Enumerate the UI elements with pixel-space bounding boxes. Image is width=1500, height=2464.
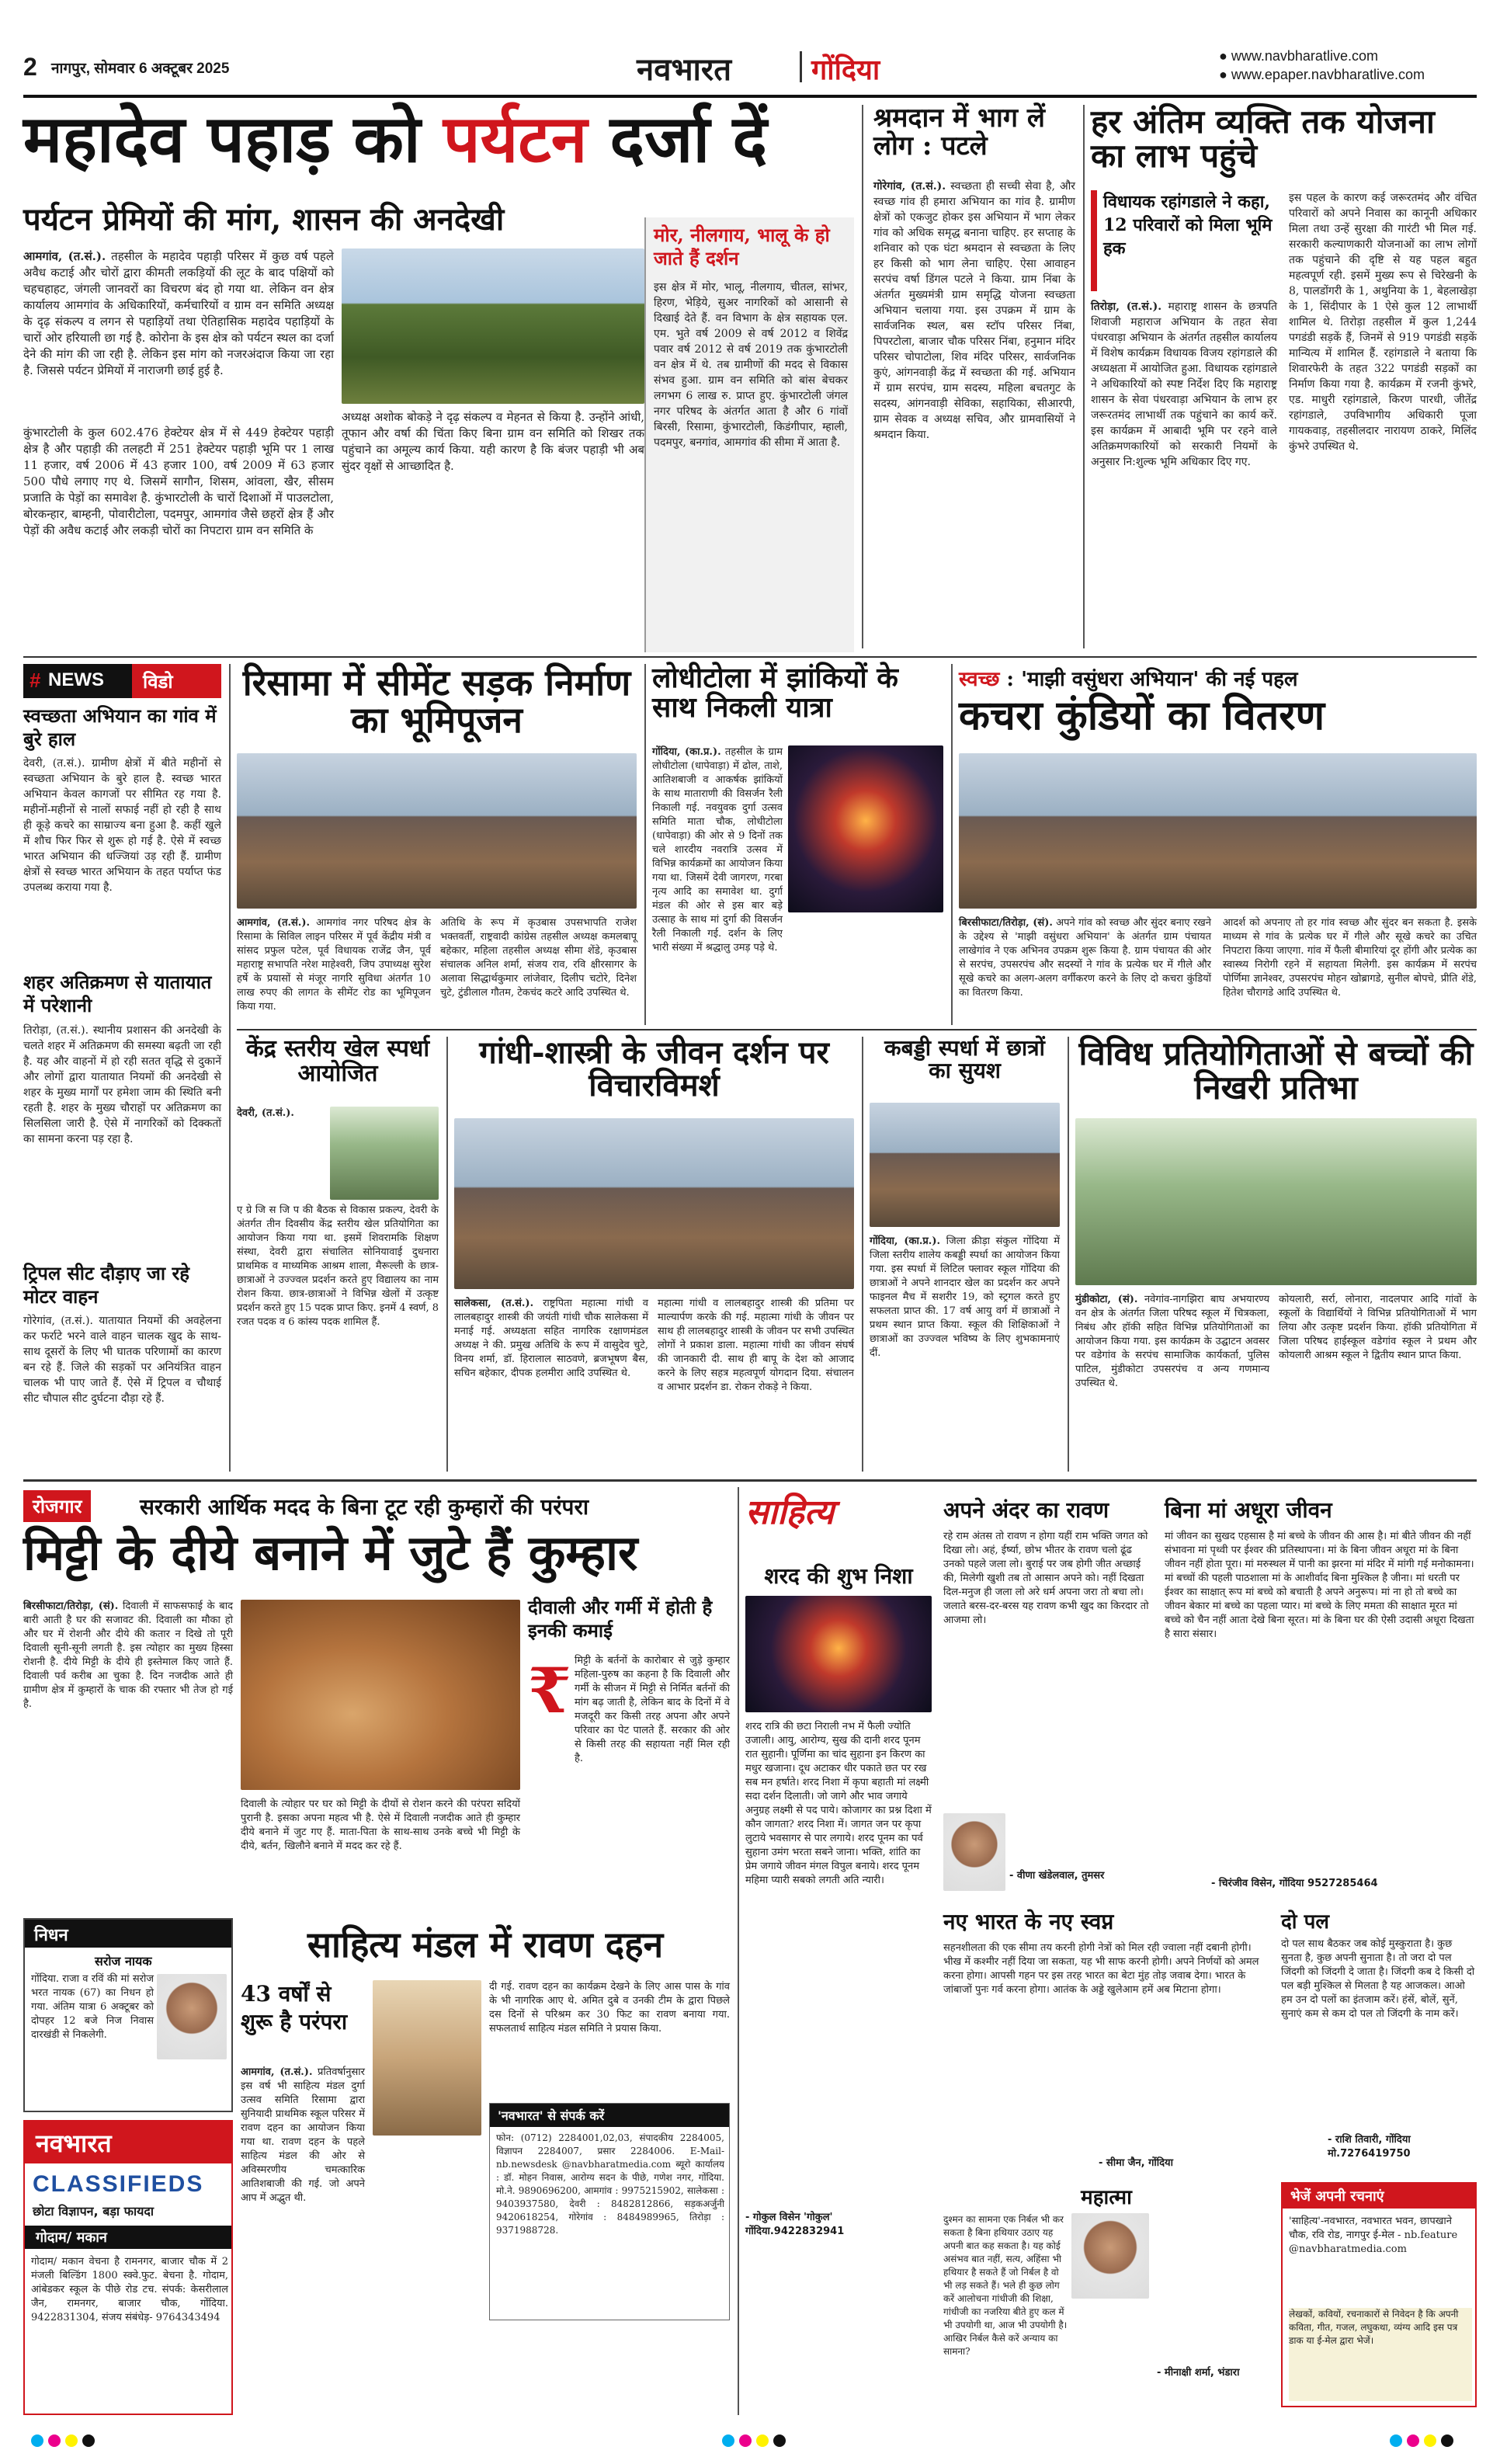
website-link[interactable]: ● www.navbharatlive.com <box>1219 48 1378 64</box>
sahitya-mandal-story <box>241 1926 730 2415</box>
shramdan-story <box>873 105 1075 648</box>
lead-body-3: अध्यक्ष अशोक बोकड़े ने दृढ़ संकल्प व मेहनत से किया है. उन्होंने आंधी, तूफान और वर्षा की चिंता किए बिना ग्राम वन समिति को शिखर तक पहुंचाने का अमूल्य कार्य किया. यही कारण है कि बंजर पहाड़ी भी अब सुंदर वृक्षों से आच्छादित है. <box>342 410 644 473</box>
swachh-story <box>959 664 1477 1025</box>
khel-body: ए ग्रे जि स जि प की बैठक से विकास प्रकल्प, देवरी के अंतर्गत तीन दिवसीय केंद्र स्तरीय खेल प्रतियोगिता का आयोजन किया गया था. इसमें शिवरामकि शिक्षण संस्था, देवरी द्वारा संचालित सोनियावाई दुधनारा प्राथमिक व माध्यमिक आश्रम शाला, मैरूल्ली के छात्र-छात्राओं ने उज्ज्वल प्रदर्शन करते हुए विद्यालय का नाम रोशन किया. छात्र-छात्राओं ने विभिन्न खेलों में उत्कृष्ट प्रदर्शन करते हुए 15 पदक प्राप्त किए. इनमें 4 स्वर्ण, 8 रजत पदक व 6 कांस्य पदक शामिल हैं. <box>237 1204 439 1328</box>
bina-title: बिना मां अधूरा जीवन <box>1165 1497 1332 1523</box>
registration-marks-left <box>31 2434 95 2447</box>
khel-headline: केंद्र स्तरीय खेल स्पर्धा आयोजित <box>245 1035 430 1087</box>
yojana-body-2: इस पहल के कारण कई जरूरतमंद और वंचित परिवारों को अपने निवास का कानूनी अधिकार मिला तथा उन्हें सुरक्षा की गारंटी भी मिल गई. सरकारी कल्याणकारी योजनाओं का लाभ लोगों तक पहुंचाने की दृष्टि से यह पहल बहुत महत्वपूर्ण रही. इसमें मुख्य रूप से चिरेखनी के 8, पालडोंगरी के 1, अथुनिया के 1, बेहलाखेड़ा के 1, सिंदीपार के 1 ऐसे कुल 12 लाभार्थी शामिल थे. तिरोड़ा तहसील में कुल 1,244 पगडंडी सड़कें हैं, जिनमें से 919 पगडंडी सड़कें मान्यित्य में शामिल हैं. रहांगडाले ने बताया कि शिवारफेरी के तहत 322 पगडंडी सड़कों का निर्माण किया गया है. कार्यक्रम में रजनी कुंभरे, एड. माधुरी रहांगडाले, किरण पारधी, जीतेंद्र रहांगडाले, उपविभागीय अधिकारी पूजा गायकवाड़, तहसीलदार नारायण ठाकरे, मिलिंद कुंभरे उपस्थित थे. <box>1289 192 1477 453</box>
masthead <box>23 47 1477 93</box>
cement-headline: रिसामा में सीमेंट सड़क निर्माण का भूमिपूजन <box>242 662 631 742</box>
ravan-poet: - वीणा खंडेलवाल, तुमसर <box>1009 1870 1105 1882</box>
vividh-photo <box>1075 1118 1477 1285</box>
masthead-rule <box>23 95 1477 98</box>
mahatma-poet: - मीनाक्षी शर्मा, भंडारा <box>1157 2367 1240 2379</box>
ravan-poem: रहे राम अंतस तो रावण न होगा यहीं राम भक्ति जगत को दिखा लो। अहं, ईर्ष्या, छोभ भीतर के रावण चलो ढूंढ उनको पहले जला लो। बुराई पर जब होगी जीत अच्छाई की, मिलेगी खुशी तब तो आसान अपने को। नहीं दिखता दिल-मनुज ही जला लो अरे धर्म अपना जरा तो बचा लो। जलाते बरस-दर-बरस यह रावण कभी खुद का किरदार तो आजमा लो। <box>943 1531 1149 1626</box>
swachh-body: बिरसीफाटा/तिरोड़ा, (सं). अपने गांव को स्वच्छ और सुंदर बनाए रखने के उद्देश्य से 'माझी वसुंधरा अभियान' के अंतर्गत ग्राम पंचायत लाखेगांव ने एक अभिनव उपक्रम शुरू किया है. ग्राम पंचायत की ओर से सरपंच, उपसरपंच और सदस्यों ने गांव के प्रत्येक घर में गीले और सूखे कचरे का अलग-अलग वर्गीकरण करने के लिए दो कचरा कुंडियों का वितरण किया. <box>959 917 1211 999</box>
section-rule <box>23 1479 1477 1482</box>
swapn-poem: सहनशीलता की एक सीमा तय करनी होगी नेत्रों को मिल रही ज्वाला नहीं दबानी होगी। भीख में कश्मीर नहीं दिया जा सकता, यह भी साफ करनी होगी। अपने निर्णयों को अमल करना होगा। आपसी गहन पर इस तरह भारत का बेटा मुंह तोड़ जवाब देगा। भारत के जांबाजों पुनः गर्व करना होगा। आतंक के अड्डे खुलेआम हमें अब मिटाना होगा। <box>943 1942 1259 1996</box>
mahatma-title: महात्मा <box>1081 2186 1132 2209</box>
gandhi-body: सालेकसा, (त.सं.). राष्ट्रपिता महात्मा गांधी व लालबहादुर शास्त्री की जयंती गांधी चौक सालेकसा में मनाई गई. अध्यक्षता सहित नागरिक रक्षाणमंडल अध्यक्ष ने की. प्रमुख अतिथि के रूप में वासुदेव चुटे, विनय शर्मा, डॉ. हिरालाल साठवणे, ब्रजभूषण बैस, सचिन बहेकार, दीपक हलमीरा आदि उपस्थित थे. <box>454 1298 648 1379</box>
place-date: नागपुर, सोमवार 6 अक्टूबर 2025 <box>51 61 230 77</box>
vividh-story <box>1075 1034 1477 1472</box>
epaper-link[interactable]: ● www.epaper.navbharatlive.com <box>1219 67 1425 82</box>
rozgar-subhead: दीवाली और गर्मी में होती है इनकी कमाई <box>528 1596 713 1642</box>
classifieds-body: गोदाम/ मकान वेचना है रामनगर, बाजार चौक में 2 मंजली बिल्डिंग 1800 स्क्वे.फुट. बेचना है. गोदाम, आंबेडकर स्कूल के पीछे रोड टच. संपर्क: केसरीलाल जैन, रामनगर, बाजार चौक, गोंदिया. 9422831304, संजय संबंधेड़- 9764343494 <box>31 2256 228 2323</box>
rozgar-headline: मिट्टी के दीये बनाने में जुटे हैं कुम्हार <box>23 1524 638 1581</box>
ravan-title: अपने अंदर का रावण <box>943 1497 1109 1523</box>
vividh-headline: विविध प्रतियोगिताओं से बच्चों की निखरी प्रतिभा <box>1078 1034 1474 1107</box>
cement-photo <box>237 753 637 909</box>
classifieds-title: CLASSIFIEDS <box>33 2171 204 2197</box>
news-label: NEWS <box>48 669 104 690</box>
swachh-photo <box>959 753 1477 909</box>
lodhi-headline: लोधीटोला में झांकियों के साथ निकली यात्रा <box>652 662 898 724</box>
rozgar-body-2: मिट्टी के बर्तनों के कारोबार से जुड़े कुम्हार महिला-पुरुष का कहना है कि दिवाली और गर्मी के सीजन में मिट्टी से निर्मित बर्तनों की मांग बढ़ जाती है, लेकिन बाद के दिनों में वे मजदूरी कर किसी तरह अपना और अपने परिवार का पेट पालते हैं. सरकार की ओर से किसी तरह की सहायता नहीं मिल रही है. <box>575 1655 730 1764</box>
sharad-poet: - गोकुल विसेन 'गोकुल' गोंदिया.9422832941 <box>745 2212 845 2237</box>
column-rule <box>229 664 231 1472</box>
news-sublabel: विडो <box>132 664 221 698</box>
mandal-subhead: 43 वर्षों से शुरू है परंपरा <box>241 1981 348 2035</box>
lead-headline: महादेव पहाड़ को पर्यटन दर्जा दें <box>23 100 768 177</box>
brand-logo: नवभारत <box>637 52 732 88</box>
swapn-poet: - सीमा जैन, गोंदिया <box>1099 2157 1173 2169</box>
column-rule <box>862 105 863 648</box>
classifieds-brand: नवभारत <box>25 2122 231 2163</box>
rozgar-body: बिरसीफाटा/तिरोड़ा, (सं). दिवाली में साफसफाई के बाद बारी आती है घर की सजावट की. दिवाली का मौका हो और घर में रोशनी और दीये की कतार न दिखे तो पूरी दिवाली सूनी-सूनी लगती है. इस त्योहार का मुख्य हिस्सा रोशनी है. दीये मिट्टी के दीये ही इस्तेमाल किए जाते हैं. दिवाली पर्व करीब आ चुका है. दिन नजदीक आते ही ग्रामीण क्षेत्र में कुम्हारों के चाक की रफ्तार भी तेज हो गई है. <box>23 1600 233 1710</box>
yojana-quote: विधायक रहांगडाले ने कहा, 12 परिवारों को मिला भूमि हक <box>1103 192 1273 259</box>
bhejen-note: लेखकों, कवियों, रचनाकारों से निवेदन है कि अपनी कविता, गीत, गजल, लघुकथा, व्यंग्य आदि इस पत्र डाक या ई-मेल द्वारा भेजें। <box>1289 2308 1472 2401</box>
sahitya-logo: साहित्य <box>745 1493 835 1532</box>
potter-photo <box>241 1600 520 1790</box>
nidhan-body: गोंदिया. राजा व रविं की मां सरोज भरत नायक (67) का निधन हो गया. अंतिम यात्रा 6 अक्टूबर को दोपहर 12 बजे निज निवास दारखंडी से निकलेगी. <box>31 1973 154 2041</box>
bit-3-body: गोरेगांव, (त.सं.). यातायात नियमों की अवहेलना कर फर्राटे भरने वाले वाहन चालक खुद के साथ-साथ दूसरों के लिए भी घातक परिणामों का कारण बन रहे हैं. जिले की सड़कों पर अनियंत्रित वाहन चालक भी पाए जाते हैं. ऐसे में ट्रिपल व चौथाई सीट चौपाल सीट दुर्घटना दौड़ा रहे हैं. <box>23 1315 221 1405</box>
column-rule <box>1083 105 1085 648</box>
sahitya-section <box>745 1487 1477 2415</box>
bit-1-headline: स्वच्छता अभियान का गांव में बुरे हाल <box>23 704 217 750</box>
gandhi-photo <box>454 1118 854 1289</box>
ravan-photo <box>373 1980 481 2136</box>
lodhi-body: गोंदिया, (का.प्र.). तहसील के ग्राम लोधीटोला (धापेवाड़ा) में ढोल, ताशे, आतिशबाजी व आकर्षक झांकियों के साथ माताराणी की विसर्जन रैली निकाली गई. नवयुवक दुर्गा उत्सव समिति माता चौक, लोधीटोला (धापेवाड़ा) की ओर से 9 दिनों तक चले शारदीय नवरात्रि उत्सव में विभिन्न कार्यक्रमों का आयोजन किया गया था. जिसमें देवी जागरण, गरबा नृत्य आदि का समावेश था. दुर्गा मंडल की ओर से इस बार बड़े उत्साह के साथ मां दुर्गा की विसर्जन रैली निकाली गई. दर्शन के लिए भारी संख्या में श्रद्धालु उमड़ पड़े थे. <box>652 746 783 954</box>
mandal-body-2: दी गई. रावण दहन का कार्यक्रम देखने के लिए आस पास के गांव के भी नागरिक आए थे. अमित दुबे व उनकी टीम के द्वारा पिछले दस दिनों से परिश्रम कर 30 फिट का रावण बनाया गया. सफलतार्थ साहित्य मंडल समिति ने प्रयास किया. <box>489 1981 730 2035</box>
cement-body: आमगांव, (त.सं.). आमगांव नगर परिषद क्षेत्र के रिसामा के सिविल लाइन परिसर में पूर्व केंद्रीय मंत्री व सांसद प्रफुल पटेल, पूर्व विधायक राजेंद्र जैन, पूर्व महाराष्ट्र सभापति नरेश माहेश्वरी, जिप उपाध्यक्ष सुरेश हर्षे के प्रयासों से मंजूर नागरि सुविधा अंतर्गत 10 लाख रुपए की लागत के सीमेंट रोड का भूमिपूजन किया गया. <box>237 917 431 1013</box>
bit-3-headline: ट्रिपल सीट दौड़ाए जा रहे मोटर वाहन <box>23 1262 190 1308</box>
nidhan-box <box>23 1918 233 2112</box>
rozgar-tag: रोजगार <box>23 1490 91 1522</box>
bhejen-body: 'साहित्य'-नवभारत, नवभारत भवन, छापखाने चौक, रवि रोड, नागपुर ई-मेल - nb.feature @navbharatmedia.com <box>1289 2216 1458 2255</box>
bhejen-box <box>1281 2182 1477 2407</box>
swachh-body-2: आदर्श को अपनाए तो हर गांव स्वच्छ और सुंदर बन सकता है. इसके माध्यम से गांव के प्रत्येक घर में गीले और सूखे कचरे का उचित निपटारा किया जाएगा. गांव में फैली बीमारियां दूर होंगी और प्रत्येक का स्वास्थ्य निरोगी रहने में सहायता मिलेगी. इस कार्यक्रम में सरपंच पोर्णिमा ज्ञानेश्वर, उपसरपंच मोहन खोब्रागडे, सुनील बोपचे, प्रीति शेंडे, हितेश चौरागडे आदि उपस्थित थे. <box>1223 917 1477 999</box>
bit-2-headline: शहर अतिक्रमण से यातायात में परेशानी <box>23 971 212 1017</box>
contact-title: 'नवभारत' से संपर्क करें <box>490 2104 729 2127</box>
vividh-body-2: कोयलारी, सर्रा, लोनारा, नादलपार आदि गांवों के स्कूलों के विद्यार्थियों ने विभिन्न प्रतियोगिताओं में भाग लिया और उत्कृष्ट प्रदर्शन किया. हॉकी प्रतियोगिता में जिला परिषद हाईस्कूल वडेगांव स्कूल ने प्रथम और कोयलारी आश्रम स्कूल ने द्वितीय स्थान प्राप्त किया. <box>1279 1294 1477 1361</box>
sharad-poem: शरद रात्रि की छटा निराली नभ में फैली ज्योति उजाली। आयु, आरोग्य, सुख की दानी शरद पूनम रात सुहानी। पूर्णिमा का चांद सुहाना इन किरण का मधुर खजाना। दूध अटाकर धीर पकाते छत पर रख सब मन हर्षाते। शरद निशा में कृपा बहाती मां लक्ष्मी सदा दर्शन दिलाती। जो जागे और भाव जगाये अनुग्रह लक्ष्मी से पद पाये। कोजागर का प्रश्न दिशा में कौन जागता? शरद निशा में। जागत जन पर कृपा लुटाये भवसागर से पार लगाये। शरद पूनम का पर्व सुहाना उमंग भरता सबने जाना। भक्ति, शांति का प्रेम जगाये जीवन मंगल विपुल बनाये। शरद पूनम महिमा प्यारी सबको लगती अति न्यारी। <box>745 1721 932 1886</box>
bhejen-title: भेजें अपनी रचनाएं <box>1283 2184 1475 2209</box>
rozgar-story <box>23 1487 730 1922</box>
lodhi-story <box>652 664 943 1025</box>
column-rule <box>1068 1037 1069 1472</box>
contact-box <box>489 2103 730 2320</box>
rozgar-body-3: दिवाली के त्योहार पर घर को मिट्टी के दीयों से रोशन करने की परंपरा सदियों पुरानी है. इसका अपना महत्व भी है. ऐसे में दिवाली नजदीक आते ही कुम्हार दीये बनाने में जुट गए हैं. माता-पिता के साथ-साथ उनके बच्चे भी मिट्टी के दीये, बर्तन, खिलौने बनाने में मदद कर रहे हैं. <box>241 1798 520 1852</box>
kabaddi-headline: कबड्डी स्पर्धा में छात्रों का सुयश <box>884 1035 1045 1084</box>
rupee-icon: ₹ <box>528 1654 571 1727</box>
bina-poet: - चिरंजीव विसेन, गोंदिया 9527285464 <box>1211 1878 1378 1889</box>
kabaddi-story <box>870 1037 1060 1472</box>
news-label-bar: # NEWS विडो <box>23 664 221 698</box>
yojana-body: तिरोड़ा, (त.सं.). महाराष्ट्र शासन के छत्रपति शिवाजी महाराज अभियान के तहत सेवा पंधरवाड़ा अभियान के अंतर्गत तहसील कार्यालय में विशेष कार्यक्रम विधायक विजय रहांगडाले की अध्यक्षता में आयोजित हुआ. विधायक रहांगडाले ने अधिकारियों को स्पष्ट निर्देश दिए कि महाराष्ट्र शासन के सेवा पंधरवाड़ा अभियान के लाभ हर जरूरतमंद लाभार्थी तक पहुंचाने का कार्य करें. इस कार्यक्रम में आबादी भूमि पर रहने वाले अतिक्रमणकारियों को सरकारी नियमों के अनुसार नि:शुल्क भूमि अधिकार दिए गए. <box>1091 301 1278 468</box>
ravan-poet-photo <box>943 1813 1005 1891</box>
registration-marks-right <box>1390 2434 1453 2447</box>
yojana-headline: हर अंतिम व्यक्ति तक योजना का लाभ पहुंचे <box>1091 103 1435 176</box>
column-rule <box>738 1487 739 2415</box>
column-rule <box>446 1037 448 1472</box>
nidhan-photo <box>157 1974 227 2059</box>
mahatma-photo <box>1071 2213 1149 2299</box>
edition-name: गोंदिया <box>811 54 880 86</box>
khel-photo <box>330 1107 439 1200</box>
swachh-kicker: स्वच्छ : 'माझी वसुंधरा अभियान' की नई पहल <box>959 668 1298 691</box>
wildlife-body: इस क्षेत्र में मोर, भालू, नीलगाय, चीतल, सांभर, हिरण, भेड़िये, सुअर नागरिकों को आसानी से दिखाई देते हैं. वन विभाग के क्षेत्र सहायक एल. एम. भुते वर्ष 2009 से वर्ष 2012 व शिवेंद्र पवार वर्ष 2012 से वर्ष 2019 तक कुंभारटोली वन क्षेत्र में थे. तब ग्रामीणों की मदद से विकास संभव हुआ. ग्राम वन समिति को बांस बेचकर लगभग 6 लाख रु. प्राप्त हुए. कुंभारटोली जंगल नगर परिषद के अंतर्गत आता है और 6 गांवों बिरसी, रिसामा, कुंभारटोली, किडंगीपार, म्हाली, पदमपुर, बनगांव, आमगांव की सीमा में आता है. <box>654 281 848 449</box>
do-pal-poem: दो पल साथ बैठकर जब कोई मुस्कुराता है। कुछ सुनता है, कुछ अपनी सुनाता है। तो जरा दो पल जिंदगी को जिंदगी दे जाता है। जिंदगी कब दे किसी दो पल बड़ी मुश्किल से मिलता है यह आजकल। आओ हम उन दो पलों का इंतजाम करें। हंसें, बोलें, सुनें, सुनाएं कम से कम दो पल तो जिंदगी के नाम करें। <box>1281 1938 1475 2020</box>
rozgar-kicker: सरकारी आर्थिक मदद के बिना टूट रही कुम्हारों की परंपरा <box>140 1494 589 1520</box>
classifieds-tagline: छोटा विज्ञापन, बड़ा फायदा <box>33 2204 155 2219</box>
shramdan-body: गोरेगांव, (त.सं.). स्वच्छता ही सच्ची सेवा है, और स्वच्छ गांव ही हमारा अभियान का गांव है. ग्रामीण क्षेत्रों को एकजुट होकर इस अभियान में भाग लेकर गांव को अधिक समृद्ध बनाना चाहिए. हर सप्ताह के शनिवार को एक घंटा श्रमदान से स्वच्छता के लिए हर किसी को भाग लेना चाहिए. ऐसा आवाहन सरपंच वर्षा डिंगल पटले ने किया. ग्राम निंबा के अंतर्गत मुख्यमंत्री ग्राम समृद्धि योजना स्वच्छता अभियान चलाया गया. इस उपक्रम में ग्राम के सार्वजनिक स्थल, बस स्टॉप परिसर निंबा, पिपरटोला, बाजार चौक परिसर निंबा, हनुमान मंदिर परिसर चोपाटोला, शिव मंदिर परिसर, सार्वजनिक कुएं, आंगनवाड़ी केंद्र में स्वच्छता की गई. अभियान में ग्राम सरपंच, ग्राम सदस्य, महिला बचतगुट के सदस्य, आंगनवाड़ी सेविका, सहायिका, सीआरपी, ग्राम सेवक व अध्यक्ष सचिव, और ग्रामवासियों ने श्रमदान किया. <box>873 180 1076 441</box>
lead-body-2: कुंभारटोली के कुल 602.476 हेक्टेयर क्षेत्र में से 449 हेक्टेयर पहाड़ी क्षेत्र है और पहाड़ी की तलहटी में 251 हेक्टेयर पहाड़ी भूमि पर 1 लाख 11 हजार, वर्ष 2006 में 43 हजार 100, वर्ष 2009 में 63 हजार 500 पौधे लगाए गए थे. जिसमें सागौन, शिसम, आंवला, खैर, सीसम प्रजाति के पेड़ों का समावेश है. कुंभारटोली के चारों दिशाओं में पाउलटोला, बोरकन्हार, बाम्हनी, पोवारीटोला, पदमपुर, आमगांव जैसे छहरों क्षेत्र हैं और पेड़ों की अवैध कटाई और लकड़ी चोरों का निपटारा ग्राम वन समिति के <box>23 426 334 537</box>
cement-story <box>237 664 637 1025</box>
section-rule <box>23 656 1477 658</box>
sharad-photo <box>745 1596 932 1712</box>
nidhan-label: निधन <box>25 1920 231 1948</box>
vividh-body: मुंडीकोटा, (सं). नवेगांव-नागझिरा बाघ अभयारण्य वन क्षेत्र के अंतर्गत जिला परिषद स्कूल में चित्रकला, निबंध और हॉकी सहित विभिन्न प्रतियोगिताओं का आयोजन किया गया. इस कार्यक्रम के उद्घाटन अवसर पर वडेगांव के सरपंच सामाजिक कार्यकर्ता, पुलिस पाटिल, मुंडीकोटा उपसरपंच व अन्य गणमान्य उपस्थित थे. <box>1075 1294 1269 1389</box>
sharad-title: शरद की शुभ निशा <box>764 1563 913 1589</box>
news-bits-column <box>23 664 221 1472</box>
khel-story <box>237 1037 439 1472</box>
classifieds-category: गोदाम/ मकान <box>25 2226 231 2249</box>
gandhi-headline: गांधी-शास्त्री के जीवन दर्शन पर विचारविमर्श <box>479 1034 829 1103</box>
kabaddi-photo <box>870 1103 1060 1227</box>
kabaddi-body: गोंदिया, (का.प्र.). जिला क्रीड़ा संकुल गोंदिया में जिला स्तरीय शालेय कबड्डी स्पर्धा का आयोजन किया गया. इस स्पर्धा में लिटिल फ्लावर स्कूल गोंदिया की छात्राओं ने अपने शानदार खेल का प्रदर्शन कर अपने फाइनल मैच में सशरीर 19, को स्ट्रगल करते हुए सफलता प्राप्त की. 17 वर्ष आयु वर्ग में छात्राओं ने प्रथम स्थान प्राप्त किया. स्कूल की शिक्षिकाओं ने छात्राओं का उज्ज्वल भविष्य के लिए शुभकामनाएं दीं. <box>870 1235 1061 1359</box>
column-rule <box>862 1037 863 1472</box>
page-number: 2 <box>23 53 37 81</box>
mandal-headline: साहित्य मंडल में रावण दहन <box>307 1924 664 1965</box>
bit-2-body: तिरोड़ा, (त.सं.). स्थानीय प्रशासन की अनदेखी के चलते शहर में अतिक्रमण की समस्या बढ़ती जा रही है. यह और वाहनों में हो रही सतत वृद्धि से दुकानें और लोगों द्वारा यातायात नियमों की अनदेखी से शहर के मुख्य मार्गों पर हमेशा जाम की स्थिति बनी रहती है. शहर के मुख्य चौराहों पर अतिक्रमण का सिलसिला जारी है. ऐसे में नागरिकों को दिक्कतों का सामना करना पड़ रहा है. <box>23 1024 221 1145</box>
lead-subhead: पर्यटन प्रेमियों की मांग, शासन की अनदेखी <box>23 201 505 238</box>
section-rule <box>237 1029 1477 1030</box>
mahatma-poem: दुश्मन का सामना एक निर्बल भी कर सकता है बिना हथियार उठाए यह अपनी बात कह सकता है। यह कोई असंभव बात नहीं, सत्य, अहिंसा भी हथियार है सकते हैं जो निर्बल है वो भी लड़ सकते हैं। भले ही कुछ लोग करें आलोचना गांधीजी की शिक्षा, गांधीजी का नजरिया बीते हुए कल में भी उपयोगी था, आज भी उपयोगी है। आखिर निर्बल कैसे करें अन्याय का सामना? <box>943 2214 1068 2357</box>
nidhan-name: सरोज नायक <box>95 1954 152 1969</box>
registration-marks-center <box>722 2434 786 2447</box>
gandhi-body-2: महात्मा गांधी व लालबहादुर शास्त्री की प्रतिमा पर माल्यार्पण करके की गई. महात्मा गांधी के जीवन पर साथ ही लालबहादुर शास्त्री के जीवन पर सभी उपस्थित लोगों ने प्रकाश डाला. महात्मा गांधी का जीवन संघर्ष की जानकारी दी. साथ ही बापू के देश को आजाद करने के लिए सहत्र महत्वपूर्ण योगदान दिया. संचालन व आभार प्रदर्शन डा. रोकन रोकड़े ने किया. <box>658 1298 854 1393</box>
khel-body-top: देवरी, (त.सं.). <box>237 1107 294 1119</box>
shramdan-headline: श्रमदान में भाग लें लोग : पटले <box>873 103 1045 162</box>
swapn-title: नए भारत के नए स्वप्न <box>943 1909 1114 1934</box>
bit-1-body: देवरी, (त.सं.). ग्रामीण क्षेत्रों में बीते महीनों से स्वच्छता अभियान के बुरे हाल है. स्वच्छ भारत अभियान केवल कागजों पर सीमित रह गया है. महीनों-महीनों से नालों सफाई नहीं हो रही है साथ ही कूड़े कचरे का साम्राज्य बना हुआ है. कहीं खुले में शौच फिर फिर से शुरू हो गई है. ऐसे में स्वच्छ भारत अभियान की धज्जियां उड़ रही हैं. ग्रामीण क्षेत्रों से स्वच्छ भारत अभियान के तहत पर्याप्त फंड उपलब्ध कराया गया है. <box>23 757 221 894</box>
contact-body: फोन: (0712) 2284001,02,03, संपादकीय 2284005, विज्ञापन 2284007, प्रसार 2284006. E-Mail-nb.newsdesk @navbharatmedia.com ब्यूरो कार्यालय : डॉ. मोहन निवास, आरोग्य सदन के पीछे, गणेश नगर, गोंदिया. मो.ने. 9890696200, आमगांव : 9975215902, सालेकसा : 9403937580, देवरी : 8482812866, सड़कअर्जुनी 9420618254, गोरेगांव : 8484989965, तिरोड़ा : 9371988728. <box>496 2132 724 2236</box>
masthead-divider <box>800 51 802 82</box>
do-pal-poet: - राशि तिवारी, गोंदिया मो.7276419750 <box>1328 2134 1411 2160</box>
yojana-story <box>1091 105 1477 648</box>
cement-body-2: अतिथि के रूप में कृउबास उपसभापति राजेश भक्तवर्ती, राष्ट्रवादी कांग्रेस तहसील अध्यक्ष कमलबापू बहेकार, महिला तहसील अध्यक्ष सीमा शेंडे, कृउबास संचालक अनिल शर्मा, संजय राव, रवि क्षीरसागर के अलावा सिद्धार्थकुमार लांजेवार, दिलीप चटोरे, दिनेश चुटे, टुंडीलाल गौतम, टेकचंद कटरे आदि उपस्थित थे. <box>440 917 637 999</box>
bina-poem: मां जीवन का सुखद एहसास है मां बच्चे के जीवन की आस है। मां बीते जीवन की नहीं संभावना मां पृथ्वी पर ईश्वर की प्रतिस्थापना। मां के बिना जीवन अधूरा मां के बिना जीवन नहीं होता पूरा। मां मरुस्थल में पानी का झरना मां मंदिर में मांगी गई मनोकामना। मां बच्चों की पहली पाठशाला मां के आशीर्वाद बिना मुश्किल है जीना। मां धरती पर ईश्वर का साक्षात् रूप मां बच्चे को बचाती है अपने अनुरूप। मां ना हो तो बच्चे का जीवन बेकार मां बच्चे का पहला प्यार। मां बच्चे के लिए ममता की साक्षात मूरत मां बच्चे को चैन नहीं आता देखे बिना सूरत। मां के बिना घर की ऐसी उदासी अधूरा दिखता है सारा संसार। <box>1165 1531 1474 1640</box>
do-pal-title: दो पल <box>1281 1910 1329 1934</box>
column-rule <box>644 664 646 1025</box>
hills-photo <box>342 248 644 404</box>
column-rule <box>951 664 953 1025</box>
mandal-body: आमगांव, (त.सं.). प्रतिवर्षानुसार इस वर्ष भी साहित्य मंडल दुर्गा उत्सव समिति रिसामा द्वारा सुनियादी प्राथमिक स्कूल परिसर में रावण दहन का आयोजन किया गया था. रावण दहन के पहले साहित्य मंडल की ओर से अविस्मरणीय चमत्कारिक आतिशबाजी की गई. जो अपने आप में अद्भुत थी. <box>241 2066 365 2204</box>
wildlife-headline: मोर, नीलगाय, भालू के हो जाते हैं दर्शन <box>654 224 830 269</box>
swachh-headline: कचरा कुंडियों का वितरण <box>959 692 1325 739</box>
yojana-quote-box <box>1091 190 1277 291</box>
classifieds-box <box>23 2120 233 2415</box>
lodhi-photo <box>788 745 943 912</box>
gandhi-story <box>454 1034 854 1472</box>
wildlife-box <box>644 217 854 652</box>
lead-body-1: आमगांव, (त.सं.). तहसील के महादेव पहाड़ी परिसर में कुछ वर्ष पहले अवैध कटाई और चोरों द्वारा कीमती लकड़ियों की लूट के बाद पक्षियों को चहचहाहट, जंगली जानवरों का विचरण बंद हो गया था. लेकिन वन क्षेत्र कार्यालय आमगांव के अधिकारियों, कर्मचारियों व ग्राम वन समिति अध्यक्ष के दृढ़ संकल्प व लगन से पहाड़ियों तथा ऐतिहासिक महादेव पहाड़ियों के चारों ओर हरियाली छा गई है. कोरोना के इस क्षेत्र को पर्यटन स्थल का दर्जा देने की मांग की जा रही है. लेकिन इस मांग को नजरअंदाज किया जा रहा है. जिससे पर्यटन प्रेमियों में नाराजगी छाई हुई है. <box>23 249 334 377</box>
